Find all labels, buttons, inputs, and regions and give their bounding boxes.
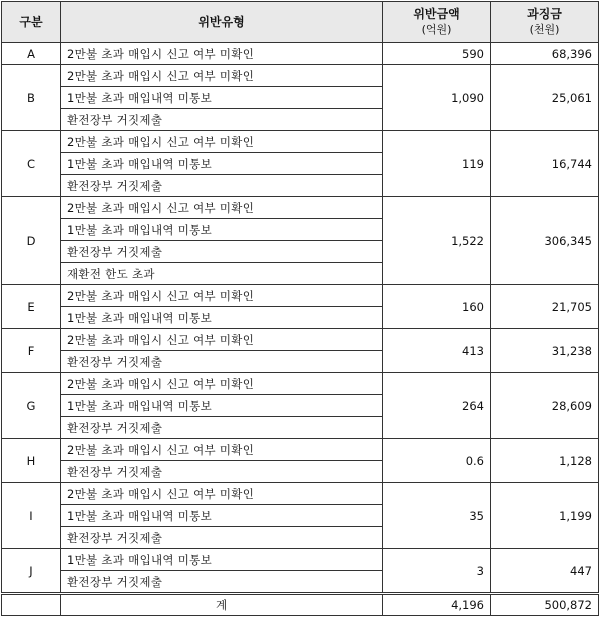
table-row <box>2 549 599 571</box>
violation-type-cell: 환전장부 거짓제출 <box>61 241 383 263</box>
header-amount-label: 위반금액 <box>413 7 460 21</box>
fine-cell: 447 <box>491 549 599 594</box>
table-row <box>2 65 599 87</box>
table-row <box>2 197 599 219</box>
group-cell: G <box>2 373 61 439</box>
table-header <box>2 2 599 43</box>
table-body <box>2 43 599 594</box>
group-cell: A <box>2 43 61 65</box>
violation-type-cell: 2만불 초과 매입시 신고 여부 미확인 <box>61 131 383 153</box>
violation-type-cell: 환전장부 거짓제출 <box>61 351 383 373</box>
violation-type-cell: 환전장부 거짓제출 <box>61 461 383 483</box>
violation-type-cell: 환전장부 거짓제출 <box>61 527 383 549</box>
header-fine-label: 과징금 <box>527 7 562 21</box>
header-fine-unit: (천원) <box>529 23 560 36</box>
group-cell: D <box>2 197 61 285</box>
violation-type-cell: 재환전 한도 초과 <box>61 263 383 285</box>
violation-type-cell: 1만불 초과 매입내역 미통보 <box>61 219 383 241</box>
header-amount <box>383 2 491 43</box>
amount-cell: 264 <box>383 373 491 439</box>
table-row <box>2 329 599 351</box>
violation-table <box>1 1 599 616</box>
group-cell: J <box>2 549 61 594</box>
total-fine: 500,872 <box>491 594 599 616</box>
violation-type-cell: 환전장부 거짓제출 <box>61 571 383 594</box>
group-cell: B <box>2 65 61 131</box>
violation-type-cell: 1만불 초과 매입내역 미통보 <box>61 395 383 417</box>
total-label: 계 <box>61 594 383 616</box>
amount-cell: 35 <box>383 483 491 549</box>
amount-cell: 1,090 <box>383 65 491 131</box>
fine-cell: 68,396 <box>491 43 599 65</box>
violation-type-cell: 2만불 초과 매입시 신고 여부 미확인 <box>61 197 383 219</box>
group-cell: E <box>2 285 61 329</box>
header-amount-unit: (억원) <box>421 23 452 36</box>
header-fine <box>491 2 599 43</box>
table-row <box>2 439 599 461</box>
violation-type-cell: 1만불 초과 매입내역 미통보 <box>61 307 383 329</box>
table-row <box>2 373 599 395</box>
group-cell: I <box>2 483 61 549</box>
group-cell: F <box>2 329 61 373</box>
amount-cell: 413 <box>383 329 491 373</box>
fine-cell: 1,199 <box>491 483 599 549</box>
fine-cell: 31,238 <box>491 329 599 373</box>
amount-cell: 590 <box>383 43 491 65</box>
violation-type-cell: 2만불 초과 매입시 신고 여부 미확인 <box>61 439 383 461</box>
amount-cell: 3 <box>383 549 491 594</box>
violation-type-cell: 2만불 초과 매입시 신고 여부 미확인 <box>61 373 383 395</box>
violation-type-cell: 2만불 초과 매입시 신고 여부 미확인 <box>61 65 383 87</box>
total-group-cell <box>2 594 61 616</box>
table-row <box>2 483 599 505</box>
violation-type-cell: 환전장부 거짓제출 <box>61 417 383 439</box>
header-type: 위반유형 <box>61 2 383 43</box>
total-amount: 4,196 <box>383 594 491 616</box>
violation-type-cell: 환전장부 거짓제출 <box>61 175 383 197</box>
amount-cell: 119 <box>383 131 491 197</box>
violation-type-cell: 2만불 초과 매입시 신고 여부 미확인 <box>61 285 383 307</box>
group-cell: H <box>2 439 61 483</box>
table-row <box>2 43 599 65</box>
group-cell: C <box>2 131 61 197</box>
fine-cell: 25,061 <box>491 65 599 131</box>
fine-cell: 28,609 <box>491 373 599 439</box>
fine-cell: 21,705 <box>491 285 599 329</box>
violation-type-cell: 1만불 초과 매입내역 미통보 <box>61 505 383 527</box>
violation-type-cell: 2만불 초과 매입시 신고 여부 미확인 <box>61 329 383 351</box>
fine-cell: 306,345 <box>491 197 599 285</box>
table-row <box>2 285 599 307</box>
violation-type-cell: 1만불 초과 매입내역 미통보 <box>61 153 383 175</box>
header-group: 구분 <box>2 2 61 43</box>
violation-type-cell: 2만불 초과 매입시 신고 여부 미확인 <box>61 43 383 65</box>
fine-cell: 16,744 <box>491 131 599 197</box>
total-row <box>2 594 599 616</box>
amount-cell: 1,522 <box>383 197 491 285</box>
table-row <box>2 131 599 153</box>
violation-type-cell: 환전장부 거짓제출 <box>61 109 383 131</box>
amount-cell: 160 <box>383 285 491 329</box>
fine-cell: 1,128 <box>491 439 599 483</box>
violation-type-cell: 1만불 초과 매입내역 미통보 <box>61 87 383 109</box>
violation-type-cell: 1만불 초과 매입내역 미통보 <box>61 549 383 571</box>
violation-type-cell: 2만불 초과 매입시 신고 여부 미확인 <box>61 483 383 505</box>
amount-cell: 0.6 <box>383 439 491 483</box>
